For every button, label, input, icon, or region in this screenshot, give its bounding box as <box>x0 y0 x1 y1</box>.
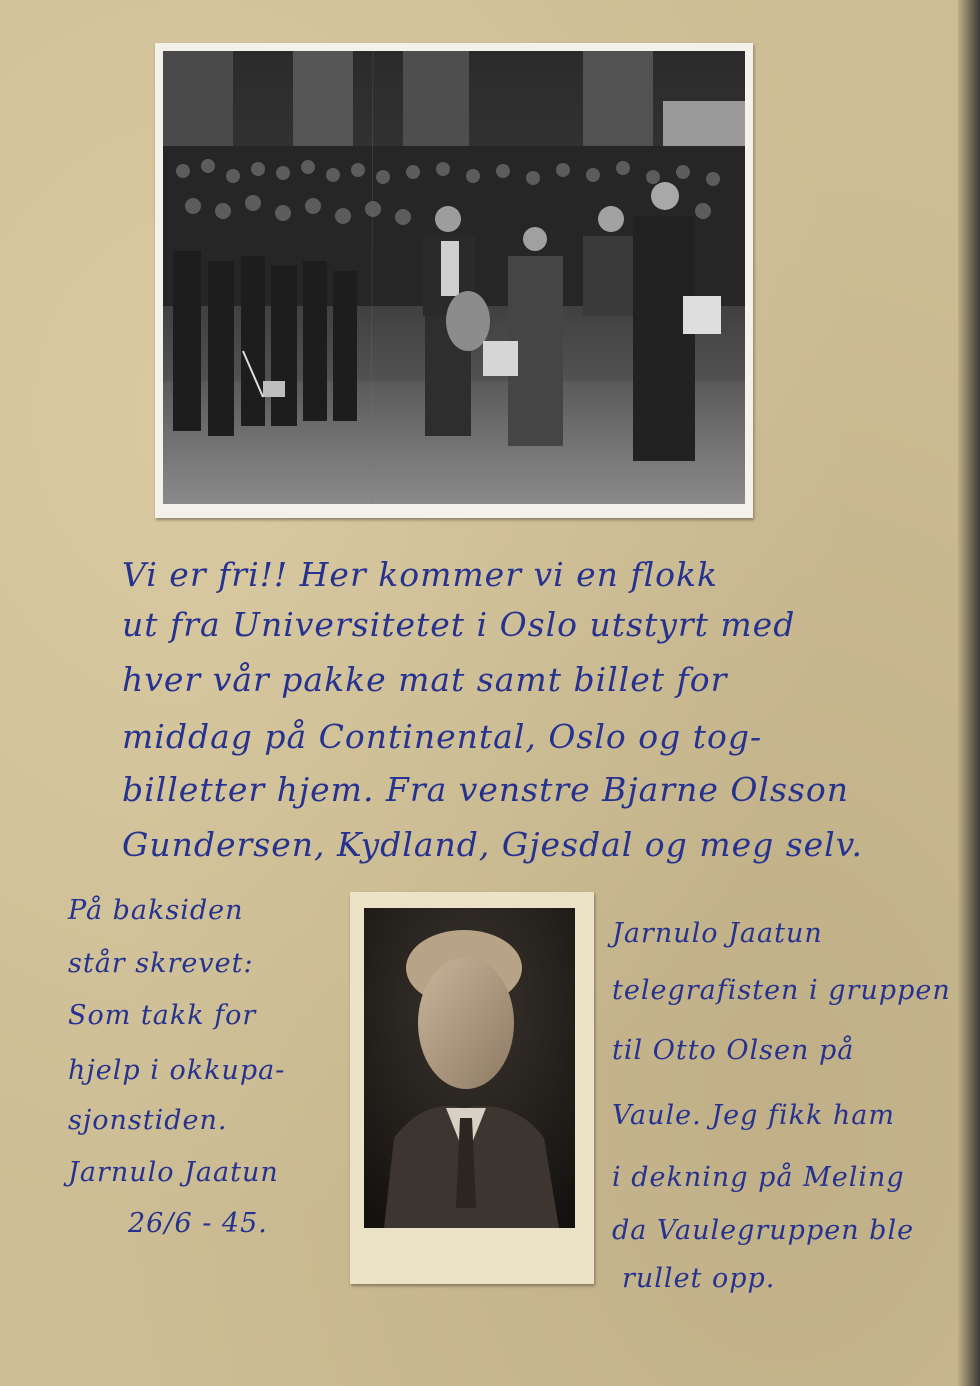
left-note-line-4: hjelp i okkupa- <box>68 1055 286 1086</box>
portrait-photo <box>350 892 594 1284</box>
portrait-photo-image <box>364 908 575 1228</box>
right-note-line-5: i dekning på Meling <box>612 1162 905 1193</box>
left-note-date: 26/6 - 45. <box>128 1208 268 1239</box>
right-note-line-6: da Vaulegruppen ble <box>612 1215 915 1246</box>
portrait-illustration <box>364 908 575 1228</box>
right-note-line-4: Vaule. Jeg fikk ham <box>612 1100 895 1131</box>
caption-line-2: ut fra Universitetet i Oslo utstyrt med <box>122 605 796 644</box>
group-photo-image <box>163 51 745 504</box>
left-note-signature: Jarnulo Jaatun <box>68 1157 279 1188</box>
right-note-line-2: telegrafisten i gruppen <box>612 975 951 1006</box>
left-note-line-5: sjonstiden. <box>68 1105 228 1136</box>
left-note-line-2: står skrevet: <box>68 948 254 979</box>
right-note-line-7: rullet opp. <box>622 1263 776 1294</box>
group-photo <box>155 43 753 518</box>
caption-line-5: billetter hjem. Fra venstre Bjarne Olsson <box>122 770 849 809</box>
caption-line-6: Gundersen, Kydland, Gjesdal og meg selv. <box>122 825 863 864</box>
group-photo-illustration <box>163 51 745 504</box>
left-note-line-3: Som takk for <box>68 1000 257 1031</box>
caption-line-1: Vi er fri!! Her kommer vi en flokk <box>122 555 719 594</box>
caption-line-3: hver vår pakke mat samt billet for <box>122 660 728 699</box>
left-note-line-1: På baksiden <box>68 895 244 926</box>
caption-line-4: middag på Continental, Oslo og tog- <box>122 717 763 756</box>
page-edge-shadow <box>958 0 980 1386</box>
right-note-line-3: til Otto Olsen på <box>612 1035 855 1066</box>
right-note-line-1: Jarnulo Jaatun <box>612 918 823 949</box>
